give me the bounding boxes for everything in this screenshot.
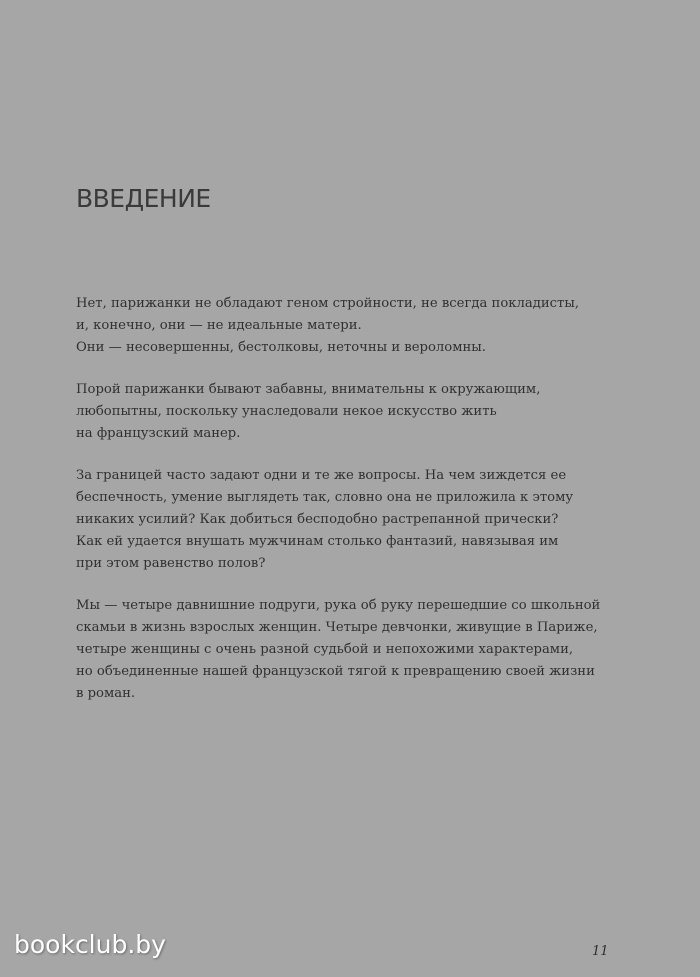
text-line: скамьи в жизнь взрослых женщин. Четыре девчонки, живущие в Париже,: [76, 620, 598, 635]
text-line: Они — несовершенны, бестолковы, неточны и вероломны.: [76, 340, 486, 355]
text-line: Мы — четыре давнишние подруги, рука об руку перешедшие со школьной: [76, 598, 601, 613]
paragraph-1: [76, 293, 636, 359]
chapter-title: ВВЕДЕНИЕ: [76, 184, 211, 213]
paragraph-2: [76, 379, 636, 445]
paragraph-3: [76, 465, 636, 575]
text-line: при этом равенство полов?: [76, 556, 266, 571]
chapter-body: [76, 293, 636, 725]
text-line: и, конечно, они — не идеальные матери.: [76, 318, 362, 333]
text-line: на французский манер.: [76, 426, 241, 441]
text-line: в роман.: [76, 686, 136, 701]
page-number: 11: [592, 944, 609, 959]
text-line: Нет, парижанки не обладают геном стройности, не всегда покладисты,: [76, 296, 580, 311]
text-line: За границей часто задают одни и те же вопросы. На чем зиждется ее: [76, 468, 567, 483]
text-line: любопытны, поскольку унаследовали некое искусство жить: [76, 404, 497, 419]
text-line: но объединенные нашей французской тягой к превращению своей жизни: [76, 664, 595, 679]
text-line: четыре женщины с очень разной судьбой и непохожими характерами,: [76, 642, 574, 657]
site-watermark: bookclub.by: [14, 930, 166, 959]
paragraph-4: [76, 595, 636, 705]
text-line: Порой парижанки бывают забавны, внимательны к окружающим,: [76, 382, 541, 397]
text-line: Как ей удается внушать мужчинам столько фантазий, навязывая им: [76, 534, 559, 549]
text-line: никаких усилий? Как добиться бесподобно растрепанной прически?: [76, 512, 559, 527]
text-line: беспечность, умение выглядеть так, словно она не приложила к этому: [76, 490, 574, 505]
